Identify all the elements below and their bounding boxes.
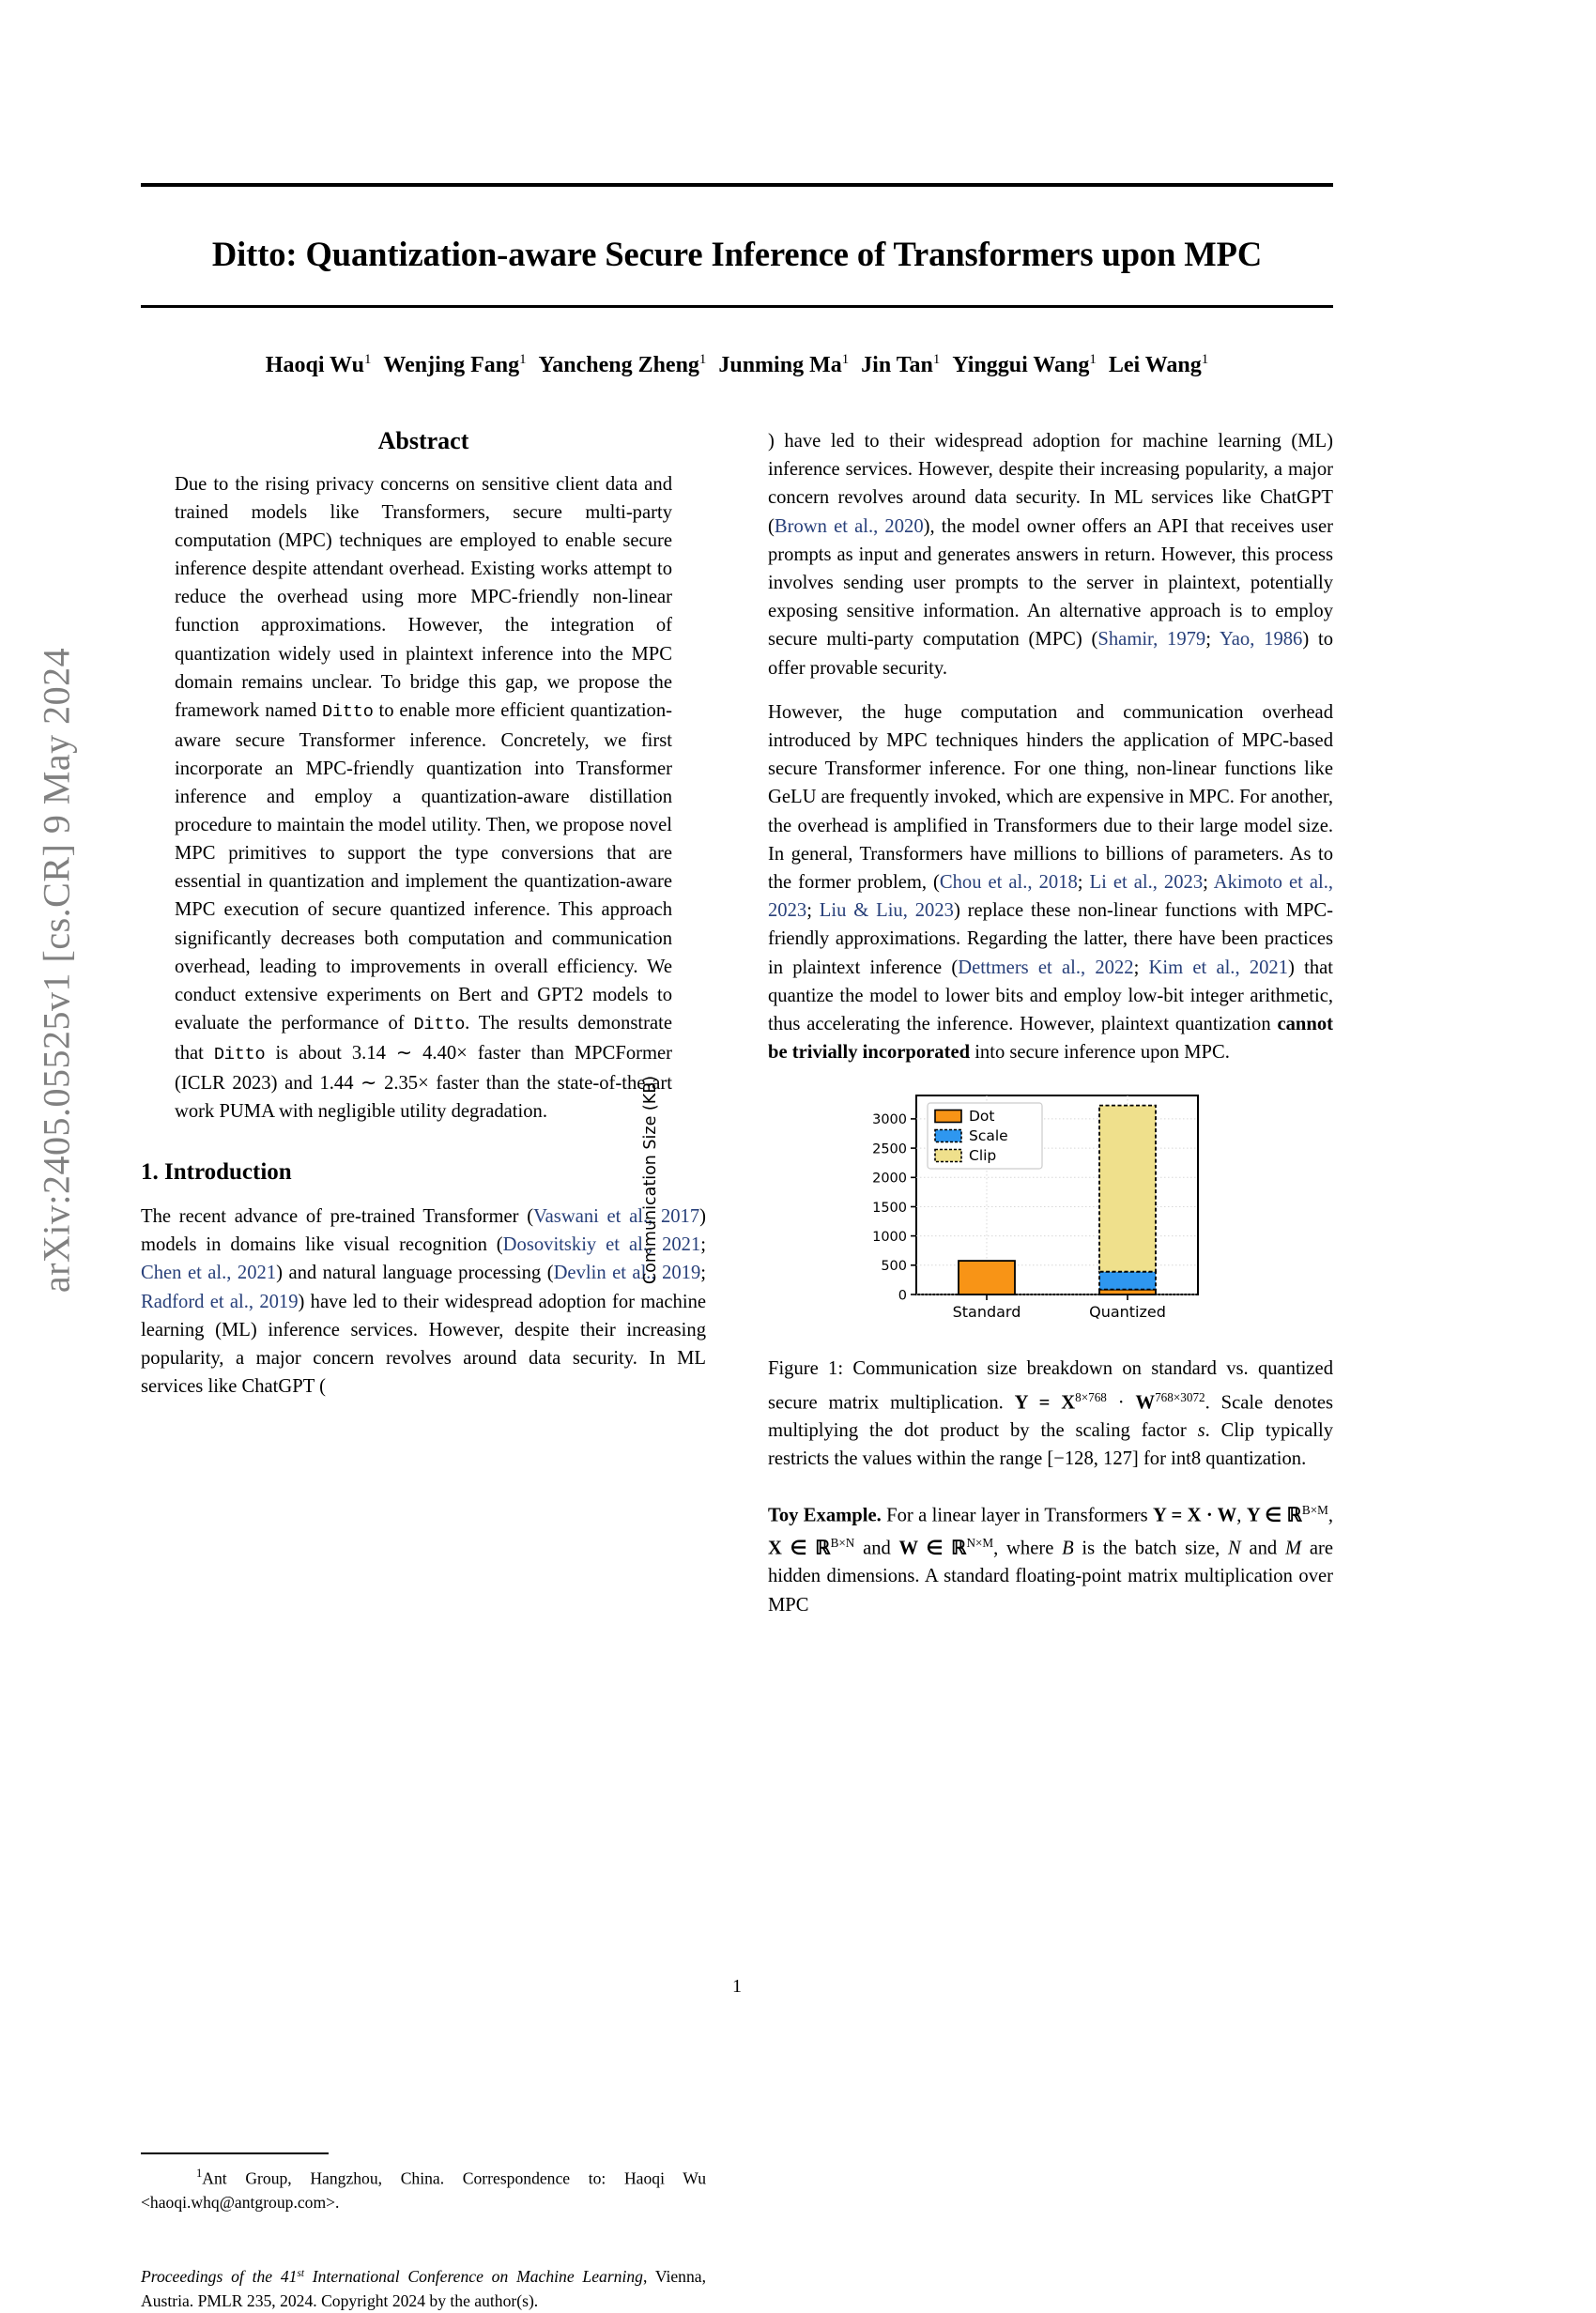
citation-vaswani[interactable]: Vaswani et al., 2017 (533, 1205, 700, 1227)
citation-kim[interactable]: Kim et al., 2021 (1148, 957, 1289, 978)
caption-exponent-1: 8×768 (1075, 1389, 1107, 1404)
citation-dettmers[interactable]: Dettmers et al., 2022 (958, 957, 1134, 978)
caption-exponent-2: 768×3072 (1155, 1389, 1205, 1404)
chart-ylabel: Communication Size (KB) (641, 1076, 660, 1285)
citation-dosovitskiy[interactable]: Dosovitskiy et al., 2021 (502, 1234, 701, 1256)
author-affil-mark: 1 (1201, 352, 1209, 367)
author-7: Lei Wang$^1$ (1108, 352, 1209, 378)
author-4: Junming Ma$^1$ (718, 352, 850, 378)
figure-1 (641, 1076, 1333, 1338)
citation-devlin[interactable]: Devlin et al., 2019 (553, 1263, 701, 1284)
author-6: Yinggui Wang$^1$ (952, 352, 1097, 378)
toy-math-3: X ∈ ℝ (768, 1538, 831, 1559)
toy-math-5: B (1062, 1538, 1074, 1559)
author-2: Wenjing Fang$^1$ (383, 352, 527, 378)
toy-sup-4: N×M (966, 1535, 994, 1550)
ditto-mono-3: Ditto (213, 1044, 266, 1065)
toy-math-2: Y ∈ ℝ (1246, 1504, 1302, 1525)
legend-swatch-clip (935, 1150, 961, 1162)
paper-page (141, 0, 1455, 2310)
ytick-label-3000: 3000 (872, 1112, 907, 1128)
author-5: Jin Tan$^1$ (861, 352, 941, 378)
proceedings-conference: International Conference on Machine Learning (303, 2267, 643, 2287)
citation-chou[interactable]: Chou et al., 2018 (939, 872, 1078, 894)
bar-quantized-scale (1099, 1272, 1156, 1290)
chart-ytick-labels (872, 1113, 907, 1304)
toy-math-1: Y = X · W (1153, 1504, 1237, 1525)
xtick-label-quantized: Quantized (1089, 1303, 1166, 1322)
author-affil-mark: 1 (932, 352, 941, 367)
caption-math-y-x: Y = X (1014, 1391, 1076, 1413)
author-affil-mark: 1 (1089, 352, 1097, 367)
citation-akimoto[interactable]: Akimoto et al., 2023 (768, 872, 1334, 922)
ditto-mono-2: Ditto (413, 1014, 466, 1034)
author-1: Haoqi Wu$^1$ (265, 352, 372, 378)
author-3: Yancheng Zheng$^1$ (538, 352, 707, 378)
arxiv-stamp (0, 0, 141, 2065)
intro-paragraph-2: However, the huge computation and communication overhead introduced by MPC techniques hinders the application of MPC-based secure Transformer inference. For one thing, non-linear functions like GeLU are frequently invoked, which are expensive in MPC. For another, the overhead is amplified in Transformers due to their large model size. In general, Transformers have millions to billions of parameters. As to the former problem, (Chou et al., 2018; Li et al., 2023; Akimoto et al., 2023; Liu & Liu, 2023) replace these non-linear functions with MPC-friendly approximations. Regarding the latter, there have been practices in plaintext inference (Dettmers et al., 2022; Kim et al., 2021) that quantize the model to lower bits and employ low-bit integer arithmetic, thus accelerating the inference. However, plaintext quantization cannot be trivially incorporated into secure inference upon MPC. (768, 701, 1334, 1064)
speedup-value-2: 1.44 ∼ 2.35× (319, 1072, 429, 1094)
figure-1-caption: Figure 1: Communication size breakdown on standard vs. quantized secure matrix multiplication. $Y = X^{8\times 768} \cdot W^{768\times 3072}$. Scale denotes multiplying the dot product by the scaling factor s. Clip typically restricts the values within the range [−128, 127] for int8 quantization. (768, 1358, 1334, 1470)
toy-math-7: M (1284, 1538, 1302, 1559)
citation-li[interactable]: Li et al., 2023 (1089, 872, 1204, 894)
legend-label-dot: Dot (969, 1108, 995, 1126)
abstract-heading: Abstract (377, 427, 469, 454)
bar-standard-dot (959, 1262, 1015, 1295)
figure-1-chart (641, 1076, 1333, 1338)
citation-chen[interactable]: Chen et al., 2021 (141, 1263, 277, 1284)
section-heading-introduction: 1. Introduction (141, 1159, 292, 1186)
legend-label-scale: Scale (969, 1127, 1008, 1145)
title-rule-top (141, 183, 1333, 187)
intro-paragraph-1-cont: ) have led to their widespread adoption for machine learning (ML) inference services. However, despite their increasing popularity, a major concern revolves around data security. In ML services like ChatGPT (Brown et al., 2020), the model owner offers an API that receives user prompts as input and generates answers in return. However, this process involves sending user prompts to the server in plaintext, potentially exposing sensitive information. An alternative approach is to employ secure multi-party computation (MPC) (Shamir, 1979; Yao, 1986) to offer provable security. (768, 431, 1334, 679)
left-column (141, 427, 707, 2310)
right-column (641, 427, 1334, 1635)
legend-swatch-dot (935, 1111, 961, 1123)
author-list (141, 352, 1333, 378)
title-rule-bottom (141, 305, 1333, 308)
caption-math-w: W (1135, 1391, 1156, 1413)
author-affil-mark: 1 (698, 352, 707, 367)
toy-math-6: N (1228, 1538, 1241, 1559)
emphasis-cannot-be-trivially-incorporated: cannot be trivially incorporated (768, 1014, 1333, 1064)
footnote-affiliation: $^1$Ant Group, Hangzhou, China. Correspondence to: Haoqi Wu <haoqi.whq@antgroup.com>. (141, 2167, 706, 2212)
citation-radford[interactable]: Radford et al., 2019 (141, 1291, 299, 1312)
speedup-value-1: 3.14 ∼ 4.40× (351, 1042, 468, 1064)
footnote-mark: 1 (195, 2167, 203, 2180)
arxiv-stamp-text: arXiv:2405.05525v1 [cs.CR] 9 May 2024 (35, 647, 78, 1294)
caption-math-s: s (1197, 1420, 1205, 1442)
proceedings-title: Proceedings of the 41 (141, 2267, 298, 2287)
ytick-label-2000: 2000 (872, 1172, 907, 1187)
author-affil-mark: 1 (363, 352, 372, 367)
legend-label-clip: Clip (969, 1147, 997, 1165)
proceedings-rest: , Vienna, Austria. PMLR 235, 2024. Copyright 2024 by the author(s). (141, 2267, 706, 2310)
citation-yao[interactable]: Yao, 1986 (1219, 629, 1303, 651)
ytick-label-0: 0 (898, 1288, 907, 1304)
citation-brown[interactable]: Brown et al., 2020 (774, 515, 924, 537)
ditto-mono-1: Ditto (322, 701, 374, 722)
xtick-label-standard: Standard (952, 1303, 1021, 1322)
citation-shamir[interactable]: Shamir, 1979 (1097, 629, 1206, 651)
ytick-label-1500: 1500 (872, 1201, 907, 1217)
toy-math-4: W ∈ ℝ (898, 1538, 967, 1559)
intro-paragraph-1: The recent advance of pre-trained Transformer (Vaswani et al., 2017) models in domains like visual recognition (Dosovitskiy et al., 2021; Chen et al., 2021) and natural language processing (Devlin et al., 2019; Radford et al., 2019) have led to their widespread adoption for machine learning (ML) inference services. However, despite their increasing popularity, a major concern revolves around data security. In ML services like ChatGPT ( (141, 1205, 707, 1398)
toy-example-label: Toy Example. (768, 1504, 882, 1525)
caption-math-range: [−128, 127] (1047, 1448, 1139, 1470)
toy-sup-2: B×M (1301, 1502, 1328, 1517)
chart-xtick-labels (953, 1303, 1166, 1321)
legend-swatch-scale (935, 1130, 961, 1142)
author-affil-mark: 1 (841, 352, 850, 367)
ytick-label-2500: 2500 (872, 1141, 907, 1157)
page-number: 1 (732, 1976, 742, 1997)
proceedings-notice (141, 2262, 706, 2313)
page-title: Ditto: Quantization-aware Secure Inference of Transformers upon MPC (211, 235, 1263, 274)
abstract-text: Due to the rising privacy concerns on sensitive client data and trained models like Transformers, secure multi-party computation (MPC) techniques are employed to enable secure inference despite attendant overhead. Existing works attempt to reduce the overhead using more MPC-friendly non-linear function approximations. However, the integration of quantization widely used in plaintext inference into the MPC domain remains unclear. To bridge this gap, we propose the framework named Ditto to enable more efficient quantization-aware secure Transformer inference. Concretely, we first incorporate an MPC-friendly quantization into Transformer inference and employ a quantization-aware distillation procedure to maintain the model utility. Then, we propose novel MPC primitives to support the type conversions that are essential in quantization and implement the quantization-aware MPC execution of secure quantized inference. This approach significantly decreases both computation and communication overhead, leading to improvements in overall efficiency. We conduct extensive experiments on Bert and GPT2 models to evaluate the performance of Ditto. The results demonstrate that Ditto is about 3.14 ∼ 4.40× faster than MPCFormer (ICLR 2023) and 1.44 ∼ 2.35× faster than the state-of-the-art work PUMA with negligible utility degradation. (175, 474, 672, 1123)
toy-example-paragraph: Toy Example. For a linear layer in Transformers Y = X · W, Y ∈ ℝ$^{B\times M}$, X ∈ ℝ$^{B\times N}$ and W ∈ ℝ$^{N\times M}$, where B is the batch size, N and M are hidden dimensions. A standard floating-point matrix multiplication over MPC (768, 1502, 1334, 1616)
author-affil-mark: 1 (519, 352, 527, 367)
toy-sup-3: B×N (830, 1535, 855, 1550)
citation-liu-liu[interactable]: Liu & Liu, 2023 (819, 900, 954, 922)
bar-quantized-clip (1099, 1106, 1156, 1272)
proceedings-ordinal: st (297, 2268, 304, 2279)
footnote-separator (141, 2152, 329, 2154)
chart-legend (928, 1103, 1042, 1169)
ytick-label-1000: 1000 (872, 1230, 907, 1246)
ytick-label-500: 500 (881, 1259, 907, 1275)
